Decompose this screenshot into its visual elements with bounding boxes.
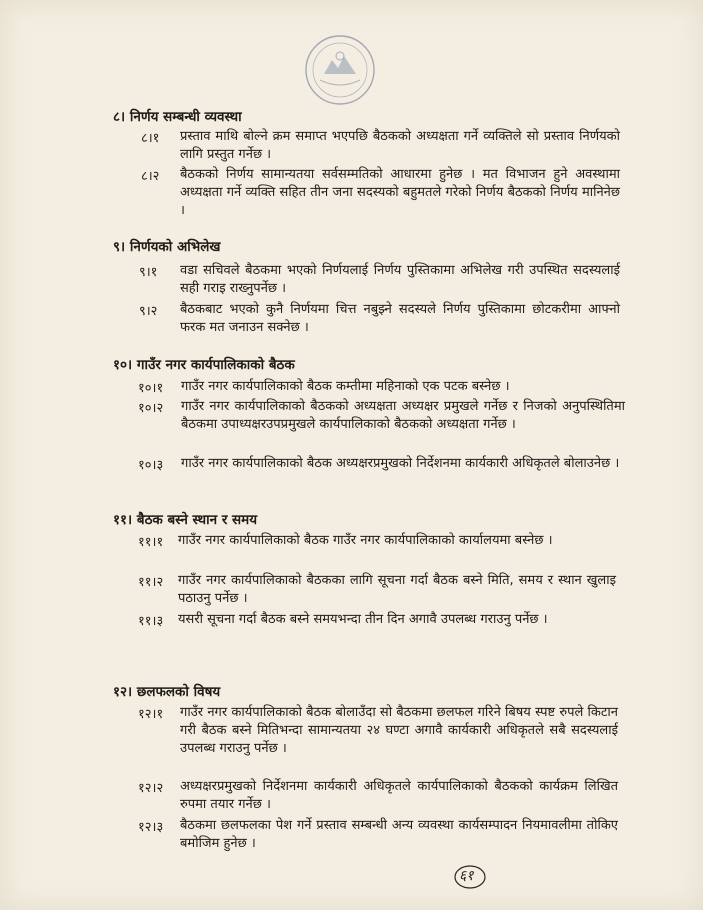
item-number: ९।१ (139, 265, 158, 280)
item-number: ९।२ (139, 304, 158, 319)
item-text: प्रस्ताव माथि बोल्ने क्रम समाप्त भएपछि बैठकको अध्यक्षता गर्ने व्यक्तिले सो प्रस्ताव निर्णयको लागि प्रस्तुत गर्नेछ । (180, 129, 620, 163)
page-number: ६१ (459, 868, 474, 884)
item-text: वडा सचिवले बैठकमा भएको निर्णयलाई निर्णय पुस्तिकामा अभिलेख गरी उपस्थित सदस्यलाई सही गराइ राख्नुपर्नेछ । (180, 263, 620, 297)
item-number: ८।१ (141, 131, 160, 146)
item-text: गाउँर नगर कार्यपालिकाको बैठक कम्तीमा महिनाको एक पटक बस्नेछ । (181, 379, 510, 394)
item-text: गाउँर नगर कार्यपालिकाको बैठक गाउँर नगर कार्यपालिकाको कार्यालयमा बस्नेछ । (178, 533, 553, 548)
item-number: १२।२ (138, 781, 164, 796)
item-number: ८।२ (141, 169, 160, 184)
item-number: १२।३ (138, 820, 164, 835)
item-number: १०।३ (138, 458, 164, 473)
item-text: यसरी सूचना गर्दा बैठक बस्ने समयभन्दा तीन दिन अगावै उपलब्ध गराउनु पर्नेछ । (178, 612, 548, 627)
item-number: ११।१ (138, 535, 164, 550)
item-number: ११।३ (138, 614, 164, 629)
section-title-11: ११। बैठक बस्ने स्थान र समय (113, 512, 258, 528)
item-number: १२।१ (138, 707, 164, 722)
section-title-8: ८। निर्णय सम्बन्धी व्यवस्था (113, 109, 242, 125)
item-text: गाउँर नगर कार्यपालिकाको बैठक अध्यक्षरप्रमुखको निर्देशनमा कार्यकारी अधिकृतले बोलाउनेछ । (181, 456, 620, 471)
section-title-10: १०। गाउँर नगर कार्यपालिकाको बैठक (113, 357, 295, 373)
section-title-9: ९। निर्णयको अभिलेख (113, 239, 221, 255)
section-title-12: १२। छलफलको विषय (113, 684, 221, 700)
item-number: ११।२ (138, 575, 164, 590)
item-text: बैठकबाट भएको कुनै निर्णयमा चित्त नबुझ्ने सदस्यले निर्णय पुस्तिकामा छोटकरीमा आफ्नो फरक मत जनाउन सक्नेछ । (180, 302, 620, 336)
item-number: १०।२ (138, 401, 164, 416)
item-text: गाउँर नगर कार्यपालिकाको बैठकका लागि सूचना गर्दा बैठक बस्ने मिति, समय र स्थान खुलाइ पठाउनु पर्नेछ । (178, 573, 616, 607)
item-text: गाउँर नगर कार्यपालिकाको बैठक बोलाउँदा सो बैठकमा छलफल गरिने बिषय स्पष्ट रुपले किटान गरी बैठक बस्ने मितिभन्दा सामान्यतया २४ घण्टा अगावै कार्यकारी अधिकृतले सबै सदस्यलाई उपलब्ध गराउनु पर्नेछ । (180, 705, 618, 757)
official-seal-icon (302, 32, 378, 108)
item-text: अध्यक्षरप्रमुखको निर्देशनमा कार्यकारी अधिकृतले कार्यपालिकाको बैठकको कार्यक्रम लिखित रुपमा तयार गर्नेछ । (180, 779, 618, 813)
item-text: बैठकको निर्णय सामान्यतया सर्वसम्मतिको आधारमा हुनेछ । मत विभाजन हुने अवस्थामा अध्यक्षता गर्ने व्यक्ति सहित तीन जना सदस्यको बहुमतले गरेको निर्णय बैठकको निर्णय मानिनेछ । (180, 167, 620, 219)
item-text: गाउँर नगर कार्यपालिकाको बैठकको अध्यक्षता अध्यक्षर प्रमुखले गर्नेछ र निजको अनुपस्थितिमा बैठकमा उपाध्यक्षरउपप्रमुखले कार्यपालिकाको बैठकको अध्यक्षता गर्नेछ । (181, 399, 625, 433)
item-number: १०।१ (138, 381, 164, 396)
item-text: बैठकमा छलफलका पेश गर्ने प्रस्ताव सम्बन्धी अन्य व्यवस्था कार्यसम्पादन नियमावलीमा तोकिए बमोजिम हुनेछ । (180, 818, 618, 852)
